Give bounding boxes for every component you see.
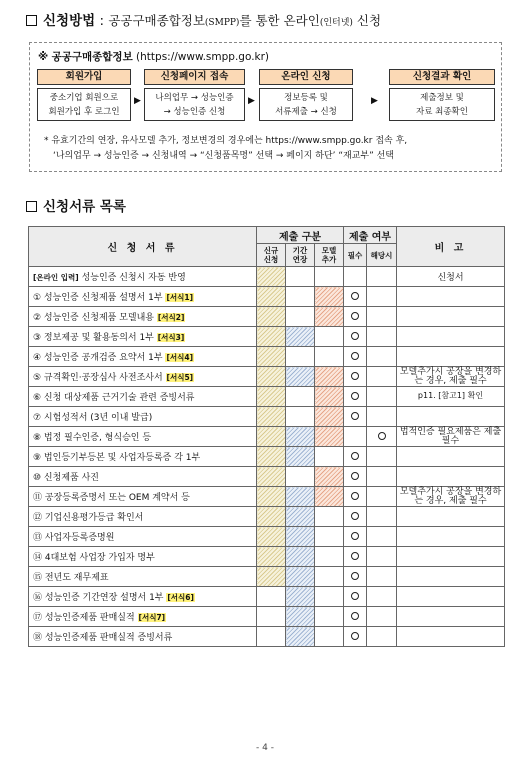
- if-applicable-cell: [367, 447, 397, 467]
- circle-mark-icon: [351, 632, 359, 640]
- model-addition-cell: [315, 567, 344, 587]
- note-cell: [397, 447, 505, 467]
- new-application-cell: [257, 367, 286, 387]
- table-row: [29, 307, 505, 327]
- period-extension-cell: [286, 527, 315, 547]
- arrow-icon: ▶: [134, 96, 141, 106]
- document-name: ⑪ 공장등록증명서 또는 OEM 계약서 등: [33, 493, 190, 503]
- new-application-cell: [257, 287, 286, 307]
- header-new-l1: 신규: [263, 246, 279, 255]
- period-extension-cell: [286, 387, 315, 407]
- document-name: ⑥ 신청 대상제품 근거기술 관련 증빙서류: [33, 393, 195, 403]
- table-row: [29, 547, 505, 567]
- header-period-extension: [286, 244, 315, 267]
- document-name-cell: [29, 547, 257, 567]
- table-row: [29, 327, 505, 347]
- model-addition-cell: [315, 427, 344, 447]
- document-name-cell: [29, 607, 257, 627]
- if-applicable-cell: [367, 427, 397, 447]
- period-extension-cell: [286, 267, 315, 287]
- mandatory-cell: [344, 327, 367, 347]
- header-model-l1: 모델: [321, 246, 337, 255]
- document-name: ⑯ 성능인증 기간연장 설명서 1부: [33, 593, 167, 603]
- document-name: ⑦ 시험성적서 (3년 이내 발급): [33, 413, 153, 423]
- note-line-2: ‘나의업무 → 성능인증 → 신청내역 → “신청품목명” 선택 → 페이지 하단’ “재교부” 선택: [53, 151, 394, 161]
- new-application-cell: [257, 467, 286, 487]
- document-name: ④ 성능인증 공개검증 요약서 1부: [33, 353, 166, 363]
- period-extension-cell: [286, 487, 315, 507]
- text-e: 신청: [352, 13, 382, 28]
- step-header-2: 신청페이지 접속: [144, 69, 245, 85]
- note-cell: [397, 307, 505, 327]
- new-application-cell: [257, 307, 286, 327]
- document-name-cell: [29, 507, 257, 527]
- section-label: 신청서류 목록: [43, 199, 126, 215]
- model-addition-cell: [315, 627, 344, 647]
- text-b: (SMPP): [204, 18, 240, 28]
- table-row: [29, 467, 505, 487]
- step-header-3: 온라인 신청: [259, 69, 353, 85]
- circle-mark-icon: [351, 292, 359, 300]
- document-name: ① 성능인증 신청제품 설명서 1부: [33, 293, 166, 303]
- period-extension-cell: [286, 607, 315, 627]
- step-2-line1: 나의업무 → 성능인증: [155, 93, 234, 103]
- mandatory-cell: [344, 587, 367, 607]
- arrow-icon: ▶: [248, 96, 255, 106]
- model-addition-cell: [315, 327, 344, 347]
- document-name-cell: [29, 267, 257, 287]
- table-row: [29, 507, 505, 527]
- note-cell: 법적인증 필요제품은 제출 필수: [397, 427, 505, 447]
- document-name-cell: [29, 627, 257, 647]
- new-application-cell: [257, 627, 286, 647]
- period-extension-cell: [286, 627, 315, 647]
- header-submit-type: 제출 구분: [257, 227, 344, 244]
- model-addition-cell: [315, 447, 344, 467]
- table-row: [29, 367, 505, 387]
- text-a: 공공구매종합정보: [108, 13, 205, 28]
- mandatory-cell: [344, 267, 367, 287]
- section-label: 신청방법: [43, 13, 96, 29]
- circle-mark-icon: [351, 372, 359, 380]
- model-addition-cell: [315, 487, 344, 507]
- model-addition-cell: [315, 607, 344, 627]
- step-1-line2: 회원가입 후 로그인: [48, 107, 120, 117]
- table-row: [29, 567, 505, 587]
- circle-mark-icon: [351, 612, 359, 620]
- if-applicable-cell: [367, 507, 397, 527]
- model-addition-cell: [315, 407, 344, 427]
- document-name: 성능인증 신청시 자동 반영: [78, 273, 186, 283]
- period-extension-cell: [286, 547, 315, 567]
- new-application-cell: [257, 607, 286, 627]
- document-name-cell: [29, 427, 257, 447]
- text-c: 를 통한 온라인: [239, 13, 320, 28]
- note-cell: [397, 347, 505, 367]
- document-name: ⑭ 4대보험 사업장 가입자 명부: [33, 553, 155, 563]
- document-name-cell: [29, 367, 257, 387]
- document-name: ⑫ 기업신용평가등급 확인서: [33, 513, 144, 523]
- period-extension-cell: [286, 447, 315, 467]
- mandatory-cell: [344, 567, 367, 587]
- mandatory-cell: [344, 447, 367, 467]
- note-cell: [397, 627, 505, 647]
- header-model-l2: 추가: [321, 255, 337, 264]
- header-submit-required: 제출 여부: [344, 227, 397, 244]
- document-name-cell: [29, 387, 257, 407]
- new-application-cell: [257, 447, 286, 467]
- circle-mark-icon: [351, 312, 359, 320]
- form-reference: [서식1]: [166, 293, 194, 302]
- if-applicable-cell: [367, 367, 397, 387]
- if-applicable-cell: [367, 347, 397, 367]
- if-applicable-cell: [367, 487, 397, 507]
- period-extension-cell: [286, 407, 315, 427]
- if-applicable-cell: [367, 267, 397, 287]
- document-name-cell: [29, 307, 257, 327]
- new-application-cell: [257, 547, 286, 567]
- table-row: [29, 527, 505, 547]
- step-body-3: [259, 88, 353, 121]
- model-addition-cell: [315, 347, 344, 367]
- header-extend-l2: 연장: [292, 255, 308, 264]
- smpp-heading: [38, 49, 269, 64]
- period-extension-cell: [286, 567, 315, 587]
- new-application-cell: [257, 327, 286, 347]
- form-reference: [서식5]: [166, 373, 194, 382]
- new-application-cell: [257, 427, 286, 447]
- document-name: ⑧ 법정 필수인증, 형식승인 등: [33, 433, 152, 443]
- document-name-cell: [29, 347, 257, 367]
- circle-mark-icon: [351, 332, 359, 340]
- if-applicable-cell: [367, 407, 397, 427]
- note-cell: [397, 507, 505, 527]
- model-addition-cell: [315, 587, 344, 607]
- circle-mark-icon: [351, 352, 359, 360]
- note-line-1: * 유효기간의 연장, 유사모델 추가, 정보변경의 경우에는 https://www.smpp.go.kr 접속 후,: [44, 136, 408, 146]
- table-row: [29, 347, 505, 367]
- documents-table: [28, 226, 505, 647]
- period-extension-cell: [286, 347, 315, 367]
- if-applicable-cell: [367, 587, 397, 607]
- header-extend-l1: 기간: [292, 246, 308, 255]
- note-cell: [397, 327, 505, 347]
- note-cell: 모델추가시 공장을 변경하는 경우, 제출 필수: [397, 367, 505, 387]
- header-mandatory: 필수: [344, 244, 367, 267]
- step-2-line2: → 성능인증 신청: [163, 107, 226, 117]
- mandatory-cell: [344, 407, 367, 427]
- circle-mark-icon: [351, 392, 359, 400]
- circle-mark-icon: [351, 532, 359, 540]
- new-application-cell: [257, 267, 286, 287]
- table-row: [29, 447, 505, 467]
- header-model-addition: [315, 244, 344, 267]
- if-applicable-cell: [367, 307, 397, 327]
- circle-mark-icon: [351, 412, 359, 420]
- reference-mark: ※: [38, 51, 49, 63]
- document-name: ③ 정보제공 및 활용동의서 1부: [33, 333, 157, 343]
- checkbox-square-icon: [26, 201, 37, 212]
- if-applicable-cell: [367, 527, 397, 547]
- document-name-cell: [29, 587, 257, 607]
- model-addition-cell: [315, 467, 344, 487]
- form-reference: [서식2]: [157, 313, 185, 322]
- if-applicable-cell: [367, 627, 397, 647]
- document-name-cell: [29, 467, 257, 487]
- smpp-title: 공공구매종합정보: [51, 51, 133, 63]
- form-reference: [서식6]: [167, 593, 194, 602]
- model-addition-cell: [315, 267, 344, 287]
- document-name-cell: [29, 567, 257, 587]
- mandatory-cell: [344, 467, 367, 487]
- table-row: [29, 587, 505, 607]
- step-header-1: 회원가입: [37, 69, 131, 85]
- note-cell: [397, 527, 505, 547]
- if-applicable-cell: [367, 387, 397, 407]
- document-name-cell: [29, 487, 257, 507]
- if-applicable-cell: [367, 287, 397, 307]
- text-d: (인터넷): [319, 18, 353, 28]
- form-reference: [서식4]: [166, 353, 194, 362]
- smpp-info-box: [29, 42, 502, 172]
- step-3-line1: 정보등록 및: [284, 93, 328, 103]
- note-cell: [397, 287, 505, 307]
- checkbox-square-icon: [26, 15, 37, 26]
- table-row: [29, 407, 505, 427]
- note-cell: [397, 467, 505, 487]
- header-note: 비 고: [397, 227, 505, 267]
- step-3-line2: 서류제출 → 신청: [275, 107, 337, 117]
- period-extension-cell: [286, 427, 315, 447]
- if-applicable-cell: [367, 607, 397, 627]
- note-cell: 신청서: [397, 267, 505, 287]
- mandatory-cell: [344, 427, 367, 447]
- circle-mark-icon: [351, 472, 359, 480]
- circle-mark-icon: [351, 572, 359, 580]
- table-row: [29, 387, 505, 407]
- document-name: ⑬ 사업자등록증명원: [33, 533, 115, 543]
- mandatory-cell: [344, 527, 367, 547]
- section-title-application-method: [26, 12, 381, 32]
- step-body-1: [37, 88, 131, 121]
- smpp-note: [44, 134, 407, 164]
- document-name: ⑰ 성능인증제품 판매실적: [33, 613, 138, 623]
- new-application-cell: [257, 487, 286, 507]
- step-header-4: 신청결과 확인: [389, 69, 495, 85]
- document-name-cell: [29, 327, 257, 347]
- new-application-cell: [257, 587, 286, 607]
- note-cell: [397, 587, 505, 607]
- mandatory-cell: [344, 627, 367, 647]
- period-extension-cell: [286, 367, 315, 387]
- mandatory-cell: [344, 607, 367, 627]
- circle-mark-icon: [351, 552, 359, 560]
- document-name: ⑱ 성능인증제품 판매실적 증빙서류: [33, 633, 173, 643]
- model-addition-cell: [315, 287, 344, 307]
- if-applicable-cell: [367, 547, 397, 567]
- table-row: [29, 607, 505, 627]
- period-extension-cell: [286, 587, 315, 607]
- period-extension-cell: [286, 307, 315, 327]
- step-4-line1: 제출정보 및: [420, 93, 464, 103]
- document-name: ② 성능인증 신청제품 모델내용: [33, 313, 157, 323]
- table-row: [29, 267, 505, 287]
- document-name-cell: [29, 447, 257, 467]
- header-if-applicable: 해당시: [367, 244, 397, 267]
- document-name-cell: [29, 407, 257, 427]
- circle-mark-icon: [351, 452, 359, 460]
- step-body-2: [144, 88, 245, 121]
- model-addition-cell: [315, 367, 344, 387]
- period-extension-cell: [286, 287, 315, 307]
- period-extension-cell: [286, 327, 315, 347]
- note-cell: 모델추가시 공장을 변경하는 경우, 제출 필수: [397, 487, 505, 507]
- new-application-cell: [257, 407, 286, 427]
- smpp-url: (https://www.smpp.go.kr): [132, 51, 270, 63]
- new-application-cell: [257, 567, 286, 587]
- model-addition-cell: [315, 547, 344, 567]
- model-addition-cell: [315, 527, 344, 547]
- online-input-tag: [온라인 입력]: [33, 273, 79, 282]
- model-addition-cell: [315, 387, 344, 407]
- header-new-l2: 신청: [263, 255, 279, 264]
- table-row: [29, 427, 505, 447]
- step-4-line2: 자료 최종확인: [416, 107, 468, 117]
- mandatory-cell: [344, 307, 367, 327]
- new-application-cell: [257, 527, 286, 547]
- document-name-cell: [29, 527, 257, 547]
- document-name: ⑤ 규격확인·공장심사 사전조사서: [33, 373, 166, 383]
- table-row: [29, 627, 505, 647]
- mandatory-cell: [344, 547, 367, 567]
- step-body-4: [389, 88, 495, 121]
- circle-mark-icon: [351, 592, 359, 600]
- circle-mark-icon: [351, 512, 359, 520]
- note-cell: [397, 547, 505, 567]
- form-reference: [서식7]: [138, 613, 166, 622]
- mandatory-cell: [344, 487, 367, 507]
- model-addition-cell: [315, 307, 344, 327]
- header-documents: 신 청 서 류: [29, 227, 257, 267]
- form-reference: [서식3]: [157, 333, 185, 342]
- note-cell: [397, 407, 505, 427]
- period-extension-cell: [286, 467, 315, 487]
- if-applicable-cell: [367, 567, 397, 587]
- if-applicable-cell: [367, 467, 397, 487]
- note-cell: [397, 567, 505, 587]
- colon: :: [95, 13, 109, 29]
- model-addition-cell: [315, 507, 344, 527]
- mandatory-cell: [344, 367, 367, 387]
- section-title-document-list: [26, 198, 126, 216]
- if-applicable-cell: [367, 327, 397, 347]
- circle-mark-icon: [351, 492, 359, 500]
- header-new-application: [257, 244, 286, 267]
- document-name: ⑨ 법인등기부등본 및 사업자등록증 각 1부: [33, 453, 201, 463]
- page-number: - 4 -: [256, 743, 274, 753]
- note-cell: [397, 607, 505, 627]
- document-name: ⑮ 전년도 재무제표: [33, 573, 109, 583]
- document-name: ⑩ 신청제품 사진: [33, 473, 99, 483]
- new-application-cell: [257, 347, 286, 367]
- new-application-cell: [257, 507, 286, 527]
- circle-mark-icon: [378, 432, 386, 440]
- table-row: [29, 487, 505, 507]
- mandatory-cell: [344, 387, 367, 407]
- step-1-line1: 중소기업 회원으로: [49, 93, 119, 103]
- note-cell: p11. [참고1] 확인: [397, 387, 505, 407]
- document-name-cell: [29, 287, 257, 307]
- table-row: [29, 287, 505, 307]
- mandatory-cell: [344, 347, 367, 367]
- mandatory-cell: [344, 287, 367, 307]
- arrow-icon: ▶: [371, 96, 378, 106]
- new-application-cell: [257, 387, 286, 407]
- mandatory-cell: [344, 507, 367, 527]
- period-extension-cell: [286, 507, 315, 527]
